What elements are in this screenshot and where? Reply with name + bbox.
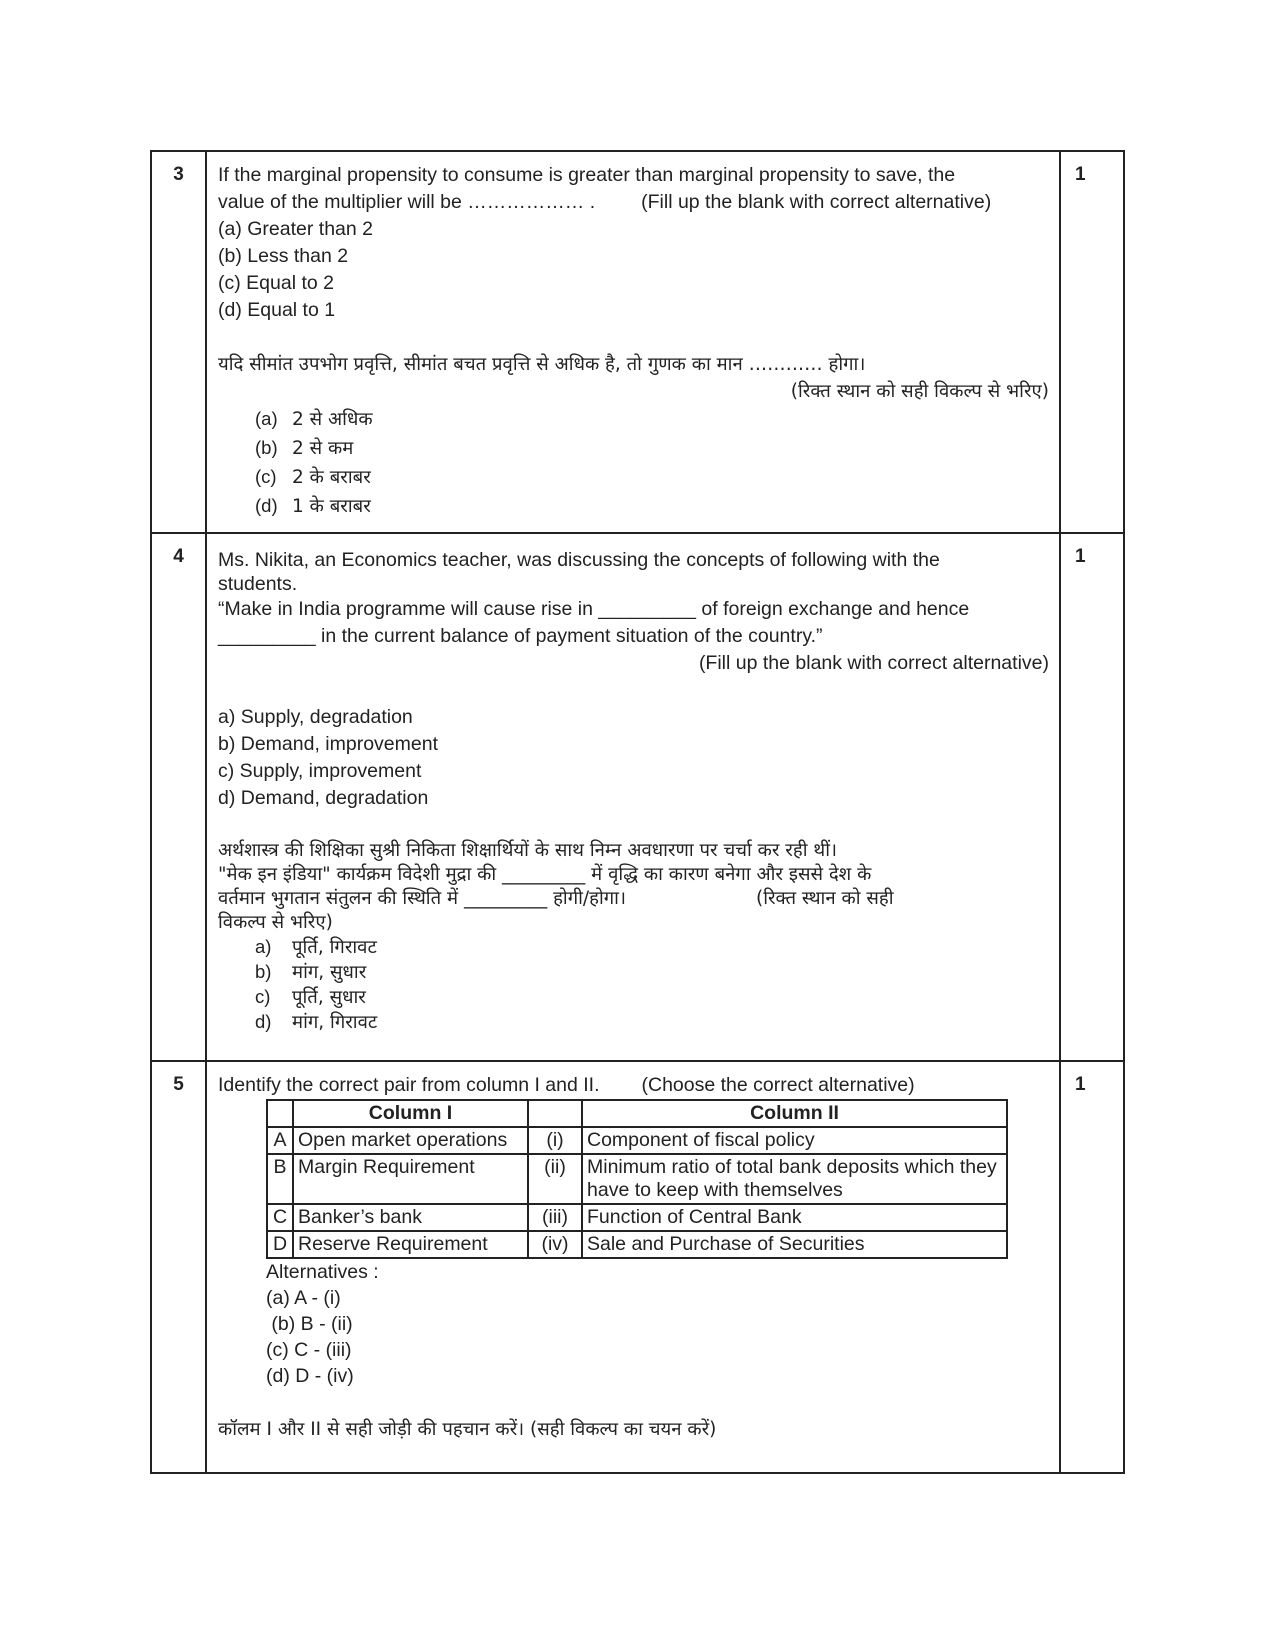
option-c: c) Supply, improvement — [218, 760, 422, 782]
alternative-c: (c) C - (iii) — [266, 1339, 352, 1361]
column-header-row — [267, 1100, 1007, 1127]
question-marks: 1 — [1075, 164, 1086, 185]
hindi-question-text: "मेक इन इंडिया" कार्यक्रम विदेशी मुद्रा की _________ में वृद्धि का कारण बनेगा और इससे देश के — [218, 864, 872, 885]
column-2-header: Column II — [582, 1100, 1007, 1127]
question-text: If the marginal propensity to consume is greater than marginal propensity to save, the — [218, 164, 956, 186]
question-number: 5 — [173, 1074, 184, 1095]
question-row-3 — [151, 151, 1124, 533]
question-text: “Make in India programme will cause rise in _________ of foreign exchange and hence — [218, 598, 970, 620]
hindi-instruction-text: (रिक्त स्थान को सही — [755, 888, 894, 909]
option-b: b) Demand, improvement — [218, 733, 439, 755]
table-row: D Reserve Requirement (iv) Sale and Purchase of Securities — [267, 1231, 1007, 1258]
instruction-text: (Fill up the blank with correct alternative) — [698, 652, 1049, 674]
option-d: d) Demand, degradation — [218, 787, 429, 809]
question-marks: 1 — [1075, 546, 1086, 567]
hindi-option-a: a) पूर्ति, गिरावट — [255, 936, 377, 958]
question-marks: 1 — [1075, 1074, 1086, 1095]
alternative-a: (a) A - (i) — [266, 1287, 341, 1309]
instruction-text: (Fill up the blank with correct alternative) — [641, 191, 992, 213]
column-match-table — [266, 1099, 1008, 1259]
option-d: (d) Equal to 1 — [218, 299, 336, 321]
hindi-option-d: d) मांग, गिरावट — [255, 1011, 378, 1033]
question-body — [206, 533, 1060, 1061]
hindi-question-text: यदि सीमांत उपभोग प्रवृत्ति, सीमांत बचत प्रवृत्ति से अधिक है, तो गुणक का मान ………… होगा। — [218, 354, 866, 375]
question-text: Identify the correct pair from column I and II. — [218, 1074, 600, 1096]
table-row: B Margin Requirement (ii) Minimum ratio of total bank deposits which they have to keep with themselves — [267, 1154, 1007, 1204]
hindi-instruction-text: विकल्प से भरिए) — [218, 912, 333, 933]
hindi-option-c: (c) 2 के बराबर — [255, 466, 371, 488]
hindi-question-text: वर्तमान भुगतान संतुलन की स्थिति में _________ होगी/होगा। — [218, 888, 626, 909]
option-a: (a) Greater than 2 — [218, 218, 373, 240]
question-number: 3 — [173, 164, 184, 185]
question-body — [206, 1061, 1060, 1473]
hindi-option-b: (b) 2 से कम — [255, 437, 354, 459]
alternative-b: (b) B - (ii) — [266, 1313, 353, 1335]
table-row: A Open market operations (i) Component of fiscal policy — [267, 1127, 1007, 1154]
table-row: C Banker’s bank (iii) Function of Central Bank — [267, 1204, 1007, 1231]
alternative-d: (d) D - (iv) — [266, 1365, 354, 1387]
hindi-option-c: c) पूर्ति, सुधार — [255, 986, 366, 1008]
question-text: value of the multiplier will be ……………… . — [218, 191, 596, 213]
question-body — [206, 151, 1060, 533]
option-c: (c) Equal to 2 — [218, 272, 334, 294]
hindi-option-d: (d) 1 के बराबर — [255, 495, 371, 517]
alternatives-label: Alternatives : — [266, 1261, 379, 1283]
question-text: _________ in the current balance of payment situation of the country.” — [218, 625, 823, 647]
option-a: a) Supply, degradation — [218, 706, 413, 728]
hindi-question-text: कॉलम I और II से सही जोड़ी की पहचान करें। (सही विकल्प का चयन करें) — [218, 1419, 717, 1440]
option-b: (b) Less than 2 — [218, 245, 349, 267]
hindi-instruction-text: (रिक्त स्थान को सही विकल्प से भरिए) — [790, 381, 1049, 402]
question-number: 4 — [173, 546, 184, 567]
hindi-option-b: b) मांग, सुधार — [255, 961, 367, 983]
question-table — [150, 150, 1125, 1474]
question-text: Ms. Nikita, an Economics teacher, was discussing the concepts of following with the — [218, 549, 940, 571]
instruction-text: (Choose the correct alternative) — [641, 1074, 915, 1096]
question-row-5 — [151, 1061, 1124, 1473]
question-text: students. — [218, 573, 298, 595]
column-1-header: Column I — [293, 1100, 528, 1127]
hindi-option-a: (a) 2 से अधिक — [255, 408, 373, 430]
question-row-4 — [151, 533, 1124, 1061]
hindi-question-text: अर्थशास्त्र की शिक्षिका सुश्री निकिता शिक्षार्थियों के साथ निम्न अवधारणा पर चर्चा कर रही थीं। — [218, 840, 837, 861]
